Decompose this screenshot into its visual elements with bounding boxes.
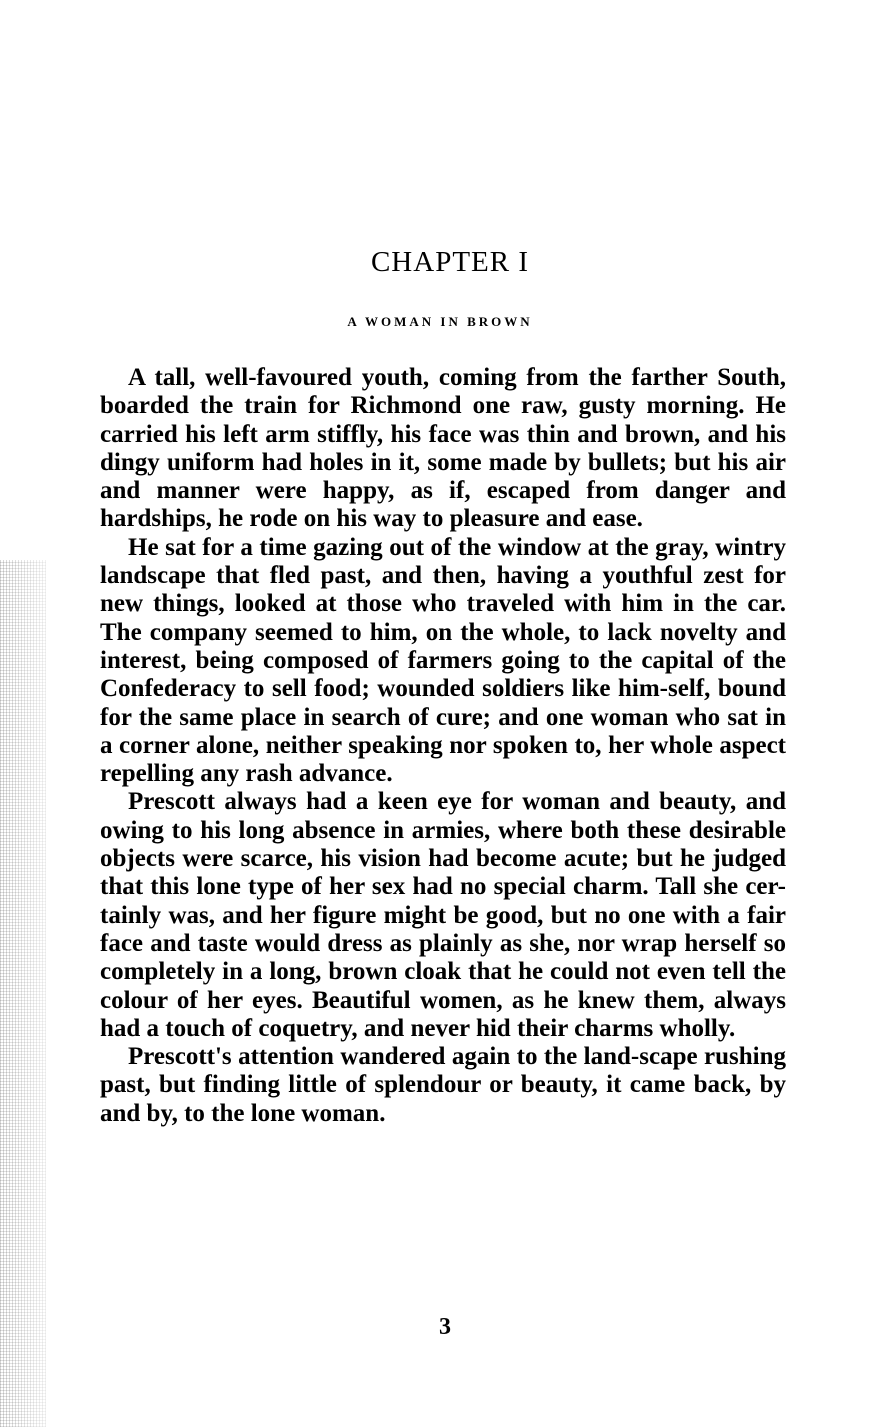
chapter-body [100,364,786,1128]
page-edge-shadow [0,560,46,1427]
paragraph: A tall, well-favoured youth, coming from the farther South, boarded the train for Richmond one raw, gusty morning. He carried his left arm stiffly, his face was thin and brown, and his dingy uniform had holes in it, some made by bullets; but his air and manner were happy, as if, escaped from danger and hardships, he rode on his way to pleasure and ease. [100,364,786,533]
page-number: 3 [439,1314,451,1340]
chapter-subtitle: A WOMAN IN BROWN [347,314,533,329]
paragraph: Prescott's attention wandered again to the land-scape rushing past, but finding little of splendour or beauty, it came back, by and by, to the lone woman. [100,1043,786,1127]
paragraph: Prescott always had a keen eye for woman and beauty, and owing to his long absence in armies, where both these desirable objects were scarce, his vision had become acute; but he judged that this lone type of her sex had no special charm. Tall she cer-tainly was, and her figure might be good, but no one with a fair face and taste would dress as plainly as she, nor wrap herself so completely in a long, brown cloak that he could not even tell the colour of her eyes. Beautiful women, as he knew them, always had a touch of coquetry, and never hid their charms wholly. [100,788,786,1042]
paragraph: He sat for a time gazing out of the window at the gray, wintry landscape that fled past, and then, having a youthful zest for new things, looked at those who traveled with him in the car. The company seemed to him, on the whole, to lack novelty and interest, being composed of farmers going to the capital of the Confederacy to sell food; wounded soldiers like him-self, bound for the same place in search of cure; and one woman who sat in a corner alone, neither speaking nor spoken to, her whole aspect repelling any rash advance. [100,533,786,788]
chapter-title: CHAPTER I [370,246,530,278]
